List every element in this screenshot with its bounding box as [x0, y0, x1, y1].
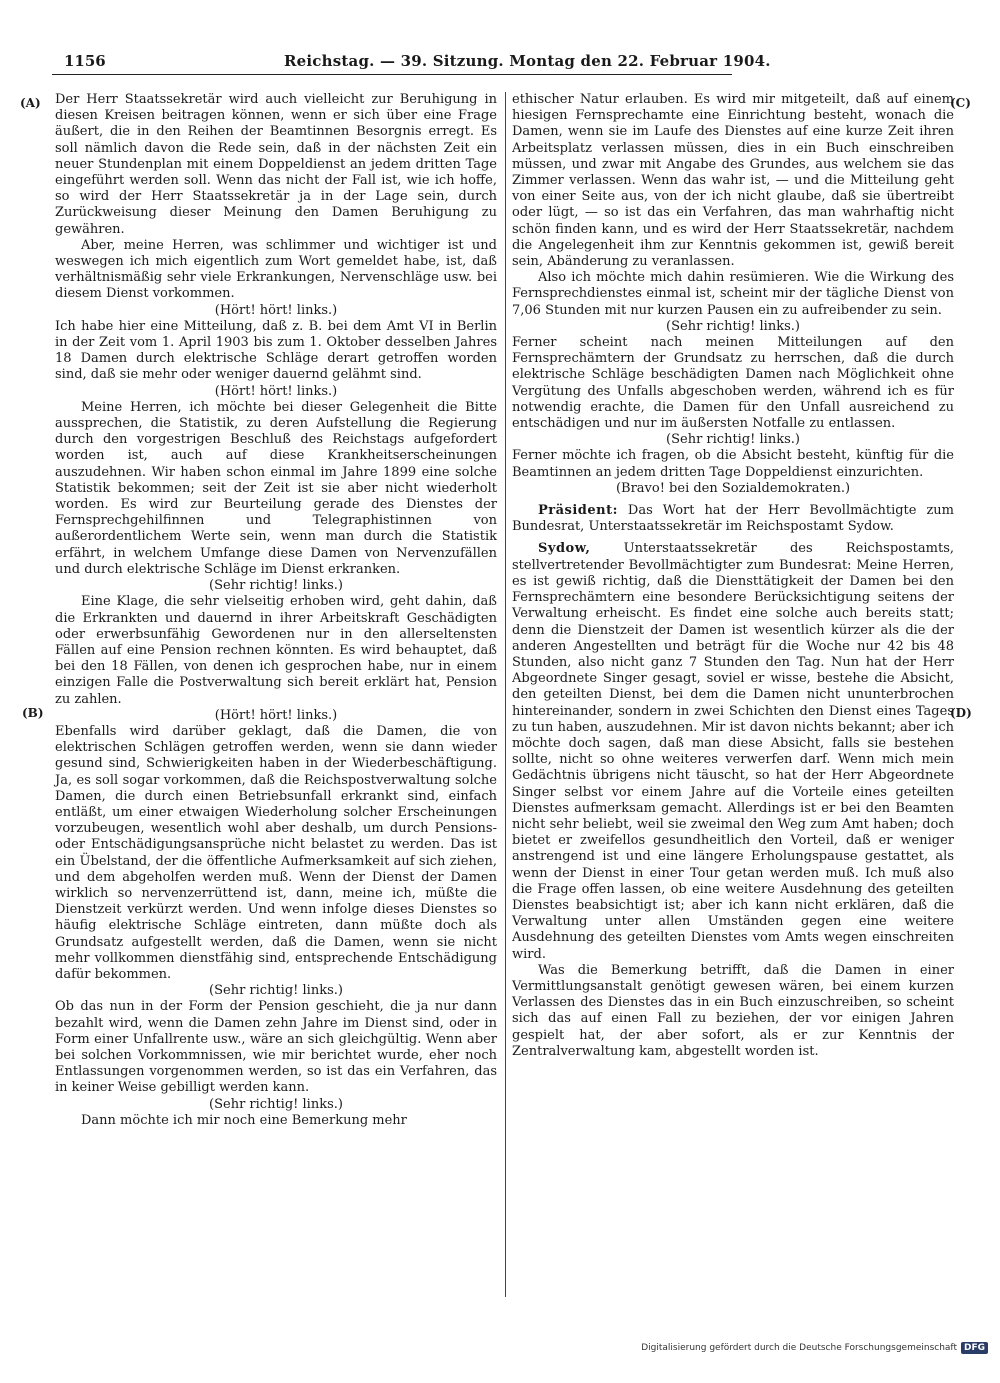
- interjection: (Bravo! bei den Sozialdemokraten.): [615, 480, 851, 496]
- speaker-name: Präsident:: [538, 503, 618, 519]
- paragraph: ethischer Natur erlauben. Es wird mir mitgeteilt, daß auf einem hiesigen Fernsprechamte eine Einrichtung besteht, wonach die Damen, wenn sie im Laufe des Dienstes auf eine kurze Zeit ihren Arbeitsplatz verlassen müssen, dies in ein Buch einschreiben müssen, und zwar mit Angabe des Grundes, aus welchem sie das Zimmer verlassen. Wenn das wahr ist, — und die Mitteilung geht von einer Seite aus, von der ich nicht glaube, daß sie übertreibt oder lügt, — so ist das ein Verfahren, das man wahrhaftig nicht schön finden kann, und es wird der Herr Staatssekretär, nachdem die Angelegenheit ihm zur Kenntnis gekommen ist, gewiß bereit sein, Abänderung zu veranlassen.: [512, 92, 954, 270]
- page-number: 1156: [64, 52, 106, 70]
- paragraph: Ferner scheint nach meinen Mitteilungen auf den Fernsprechämtern der Grundsatz zu herrschen, daß die durch elektrische Schläge beschädigten Damen nach Möglichkeit ohne Vergütung des Unfalls abgeschoben werden, während ich es für notwendig erachte, die Damen für den Unfall ausreichend zu entschädigen und nur im äußersten Notfalle zu entlassen.: [512, 335, 954, 432]
- speech-paragraph: [512, 541, 954, 962]
- right-column: [512, 92, 954, 1060]
- paragraph: Was die Bemerkung betrifft, daß die Damen in einer Vermittlungsanstalt genötigt gewesen wären, bei einem kurzen Verlassen des Dienstes das in ein Buch einzuschreiben, so scheint sich das auf einen Fall zu beziehen, der vor einigen Jahren gespielt hat, der aber sofort, als er zur Kenntnis der Zentralverwaltung kam, abgestellt worden ist.: [512, 962, 954, 1059]
- footer: [641, 1342, 988, 1354]
- section-marker-b: (B): [22, 706, 44, 720]
- section-marker-c: (C): [950, 96, 971, 110]
- footer-credit: Digitalisierung gefördert durch die Deutsche Forschungsgemeinschaft: [641, 1343, 957, 1353]
- paragraph: Der Herr Staatssekretär wird auch vielleicht zur Beruhigung in diesen Kreisen beitragen können, wenn er sich über eine Frage äußert, die in den Reihen der Beamtinnen Besorgnis erregt. Es soll nämlich davon die Rede sein, daß in der nächsten Zeit ein neuer Stundenplan mit einem Doppeldienst an jedem dritten Tage eingeführt werden soll. Wenn das nicht der Fall ist, wie ich hoffe, so wird der Herr Staatssekretär ja in der Lage sein, durch Zurückweisung dieser Meinung den Damen Beruhigung zu gewähren.: [55, 92, 497, 237]
- paragraph: Also ich möchte mich dahin resümieren. Wie die Wirkung des Fernsprechdienstes einmal ist, scheint mir der tägliche Dienst von 7,06 Stunden mit nur kurzen Pausen ein zu aufreibender zu sein.: [512, 270, 954, 318]
- paragraph: Ich habe hier eine Mitteilung, daß z. B. bei dem Amt VI in Berlin in der Zeit vom 1. April 1903 bis zum 1. Oktober desselben Jahres 18 Damen durch elektrische Schläge derart getroffen worden sind, daß sie mehr oder weniger dauernd gelähmt sind.: [55, 318, 497, 383]
- column-divider: [505, 92, 506, 1297]
- interjection: (Sehr richtig! links.): [209, 983, 343, 999]
- paragraph: Ferner möchte ich fragen, ob die Absicht besteht, künftig für die Beamtinnen an jedem dritten Tage Doppeldienst einzurichten.: [512, 448, 954, 480]
- interjection: (Hört! hört! links.): [214, 302, 338, 318]
- interjection: (Sehr richtig! links.): [666, 432, 800, 448]
- paragraph: Ebenfalls wird darüber geklagt, daß die Damen, die von elektrischen Schlägen getroffen werden, wenn sie dann wieder gesund sind, Schwierigkeiten haben in der Wiederbeschäftigung. Ja, es soll sogar vorkommen, daß die Reichspostverwaltung solche Damen, die durch einen Betriebsunfall erkrankt sind, einfach entläßt, um einer etwaigen Wiederholung solcher Erscheinungen vorzubeugen, wesentlich wohl aber deshalb, um durch Pensions- oder Entschädigungsansprüche nicht belastet zu werden. Das ist ein Übelstand, der die öffentliche Aufmerksamkeit auf sich ziehen, und dem abgeholfen werden muß. Wenn der Dienst der Damen wirklich so nervenzerrüttend ist, dann, meine ich, müßte die Dienstzeit verkürzt werden. Und wenn infolge dieses Dienstes so häufig elektrische Schläge eintreten, dann müßte doch als Grundsatz aufgestellt werden, daß die Damen, wenn sie nicht mehr vollkommen dienstfähig sind, entsprechende Entschädigung dafür bekommen.: [55, 723, 497, 982]
- page-header: [52, 48, 771, 75]
- speech-text: Das Wort hat der Herr Bevollmächtigte zum Bundesrat, Unterstaatssekretär im Reichspostamt Sydow.: [512, 503, 954, 535]
- speaker-name: Sydow,: [538, 541, 591, 557]
- interjection: (Sehr richtig! links.): [209, 1096, 343, 1112]
- interjection: (Hört! hört! links.): [214, 383, 338, 399]
- paragraph: Eine Klage, die sehr vielseitig erhoben wird, geht dahin, daß die Erkrankten und dauernd in ihrer Arbeitskraft Geschädigten oder erwerbsunfähig Gewordenen nur in den allerseltensten Fällen auf eine Pension rechnen könnten. Es wird behauptet, daß bei den 18 Fällen, von denen ich gesprochen habe, nur in einem einzigen Falle die Postverwaltung sich bereit erklärt hat, Pension zu zahlen.: [55, 594, 497, 707]
- paragraph: Ob das nun in der Form der Pension geschieht, die ja nur dann bezahlt wird, wenn die Damen zehn Jahre im Dienst sind, oder in Form einer Unfallrente usw., wäre an sich gleichgültig. Wenn aber bei solchen Vorkommnissen, wie mir berichtet wurde, eher noch Entlassungen vorgenommen werden, so ist das ein Verfahren, das in keiner Weise gebilligt werden kann.: [55, 999, 497, 1096]
- paragraph: Meine Herren, ich möchte bei dieser Gelegenheit die Bitte aussprechen, die Statistik, zu deren Aufstellung die Regierung durch den vorgestrigen Beschluß des Reichstags aufgefordert worden ist, auch auf diese Krankheitserscheinungen auszudehnen. Wir haben schon einmal im Jahre 1899 eine solche Statistik bekommen; seit der Zeit ist sie aber nicht wiederholt worden. Es wird zur Beurteilung gerade des Dienstes der Fernsprechgehilfinnen und Telegraphistinnen von außerordentlichem Werte sein, wenn man durch die Statistik erfährt, in welchem Umfange diese Damen von Nervenzufällen und durch elektrische Schläge im Dienst erkranken.: [55, 399, 497, 577]
- interjection: (Hört! hört! links.): [214, 707, 338, 723]
- section-marker-a: (A): [20, 96, 41, 110]
- paragraph: Aber, meine Herren, was schlimmer und wichtiger ist und weswegen ich mich eigentlich zum Wort gemeldet habe, ist, daß verhältnismäßig sehr viele Erkrankungen, Nervenschläge usw. bei diesem Dienst vorkommen.: [55, 237, 497, 302]
- dfg-logo: DFG: [961, 1342, 988, 1354]
- paragraph: Dann möchte ich mir noch eine Bemerkung mehr: [81, 1112, 407, 1128]
- speech-paragraph: [512, 503, 954, 535]
- interjection: (Sehr richtig! links.): [666, 318, 800, 334]
- speech-text: Unterstaatssekretär des Reichspostamts, stellvertretender Bevollmächtigter zum Bundesrat: Meine Herren, es ist gewiß richtig, daß die Diensttätigkeit der Damen bei den Fernsprechämtern eine besondere Berücksichtigung seitens der Verwaltung erheischt. Es findet eine solche auch bereits statt; denn die Dienstzeit der Damen ist wesentlich kürzer als die der anderen Angestellten und beträgt für die Woche nur 42 bis 48 Stunden, also nicht ganz 7 Stunden den Tag. Nun hat der Herr Abgeordnete Singer gesagt, soviel er wisse, bestehe die Absicht, den geteilten Dienst, bei dem die Damen nicht ununterbrochen hintereinander, sondern in zwei Schichten den Dienst eines Tages zu tun haben, auszudehnen. Mir ist davon nichts bekannt; aber ich möchte doch sagen, daß man diese Absicht, falls sie bestehen sollte, nicht so ohne weiteres verwerfen darf. Wenn mich mein Gedächtnis übrigens nicht täuscht, so hat der Herr Abgeordnete Singer selbst vor einem Jahre auf die Vorteile eines geteilten Dienstes aufmerksam gemacht. Allerdings ist er bei den Beamten nicht sehr beliebt, weil sie zweimal den Weg zum Amt haben; doch bietet er zweifellos gesundheitlich den Vorteil, daß er weniger anstrengend ist und eine längere Erholungspause gestattet, als wenn der Dienst in einer Tour getan werden muß. Ich muß also die Frage offen lassen, ob eine weitere Ausdehnung des geteilten Dienstes beabsichtigt ist; aber ich kann nicht erklären, daß die Verwaltung unter allen Umständen gegen eine weitere Ausdehnung des geteilten Dienstes vom Amts wegen einschreiten wird.: [512, 541, 954, 962]
- section-marker-d: (D): [950, 706, 972, 720]
- interjection: (Sehr richtig! links.): [209, 578, 343, 594]
- running-title: Reichstag. — 39. Sitzung. Montag den 22. Februar 1904.: [284, 52, 771, 70]
- left-column: [55, 92, 497, 1129]
